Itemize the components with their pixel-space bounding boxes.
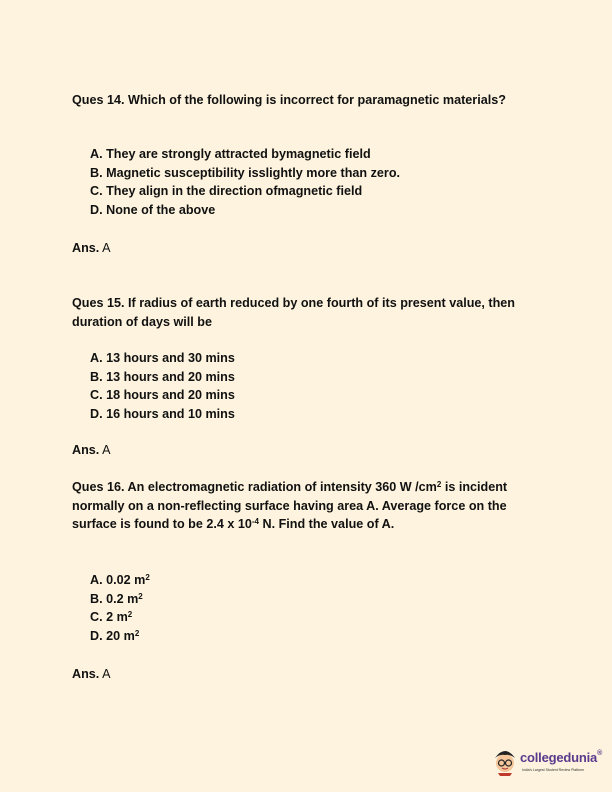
question-14-options xyxy=(90,145,400,219)
question-15-body: If radius of earth reduced by one fourth of its present value, then duration of days will be xyxy=(72,296,515,329)
answer-14 xyxy=(72,239,111,257)
option-16-d xyxy=(90,627,150,646)
question-15-number: Ques 15. xyxy=(72,296,125,310)
option-15-a: A. 13 hours and 30 mins xyxy=(90,351,235,365)
question-14-body: Which of the following is incorrect for paramagnetic materials? xyxy=(124,93,506,107)
question-14-text xyxy=(72,91,542,110)
question-15-options xyxy=(90,349,235,423)
option-15-d: D. 16 hours and 10 mins xyxy=(90,406,235,421)
option-16-b xyxy=(90,590,150,609)
answer-15 xyxy=(72,441,111,459)
option-15-c: C. 18 hours and 20 mins xyxy=(90,388,235,402)
answer-16 xyxy=(72,665,111,683)
option-16-c-sup: 2 xyxy=(127,610,133,619)
question-15-text xyxy=(72,294,542,331)
option-14-c: C. They align in the direction ofmagnetic field xyxy=(90,184,363,198)
logo-mark: ® xyxy=(597,750,603,757)
question-16-sup-2: -4 xyxy=(251,517,259,526)
logo-name: collegedunia xyxy=(520,750,598,765)
option-16-d-text: D. 20 m xyxy=(90,628,135,643)
collegedunia-logo xyxy=(492,744,603,780)
option-16-c xyxy=(90,608,150,627)
answer-15-label: Ans. xyxy=(72,443,100,457)
answer-15-value: A xyxy=(99,443,111,457)
option-16-a xyxy=(90,571,150,590)
option-16-a-text: A. 0.02 m xyxy=(90,573,146,587)
question-16-sup-1: 2 xyxy=(436,480,442,489)
question-16-number: Ques 16. xyxy=(72,480,125,494)
logo-wordmark xyxy=(520,750,602,765)
student-mascot-icon xyxy=(492,746,518,776)
answer-16-value: A xyxy=(99,667,111,681)
option-15-b: B. 13 hours and 20 mins xyxy=(90,369,235,384)
logo-tagline: India's Largest Student Review Platform xyxy=(522,768,585,772)
option-16-b-text: B. 0.2 m xyxy=(90,591,139,606)
option-14-a: A. They are strongly attracted bymagnetic field xyxy=(90,147,371,161)
option-16-a-sup: 2 xyxy=(145,573,150,582)
option-16-d-sup: 2 xyxy=(134,628,140,638)
question-16-body-1: An electromagnetic radiation of intensity 360 W /cm xyxy=(124,480,437,494)
question-16-options xyxy=(90,571,150,645)
option-16-c-text: C. 2 m xyxy=(90,610,128,624)
question-14-number: Ques 14. xyxy=(72,93,125,107)
answer-14-value: A xyxy=(99,241,111,255)
answer-16-label: Ans. xyxy=(72,667,100,681)
option-14-b: B. Magnetic susceptibility isslightly more than zero. xyxy=(90,165,401,180)
question-16-body-3: N. Find the value of A. xyxy=(259,517,395,531)
option-14-d: D. None of the above xyxy=(90,202,216,217)
option-16-b-sup: 2 xyxy=(138,591,143,601)
question-16-text xyxy=(72,478,552,534)
answer-14-label: Ans. xyxy=(72,241,100,255)
question-16-body-2: is incident normally on a non-reflecting surface having area A. Average force on the surface is found to be 2.4 x 10 xyxy=(72,480,508,531)
